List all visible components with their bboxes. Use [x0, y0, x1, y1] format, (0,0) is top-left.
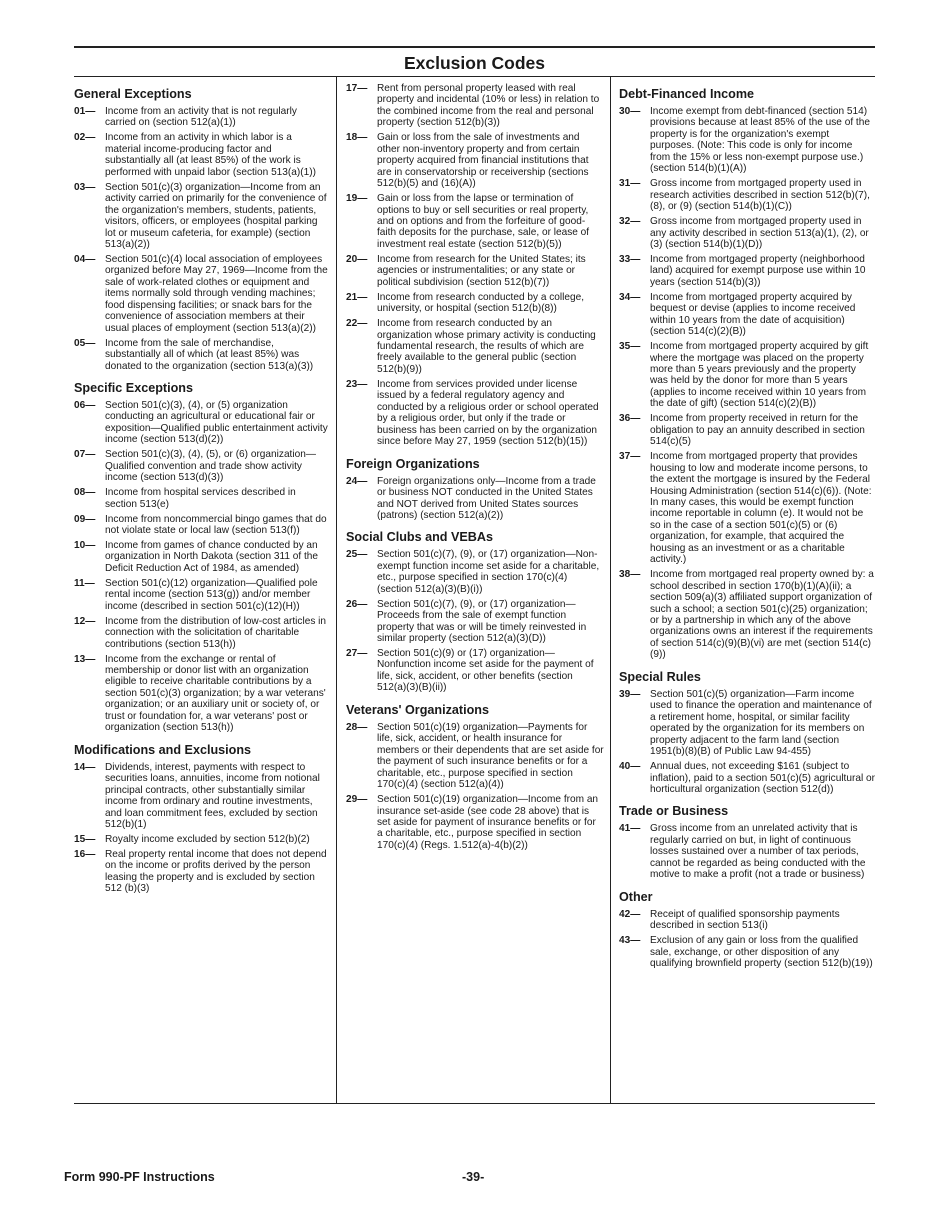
- exclusion-description: Section 501(c)(19) organization—Payments for life, sick, accident, or health insurance for members or their dependents that are set aside for the payment of such insurance benefits or for a charitable, etc., purpose specified in section 170(c)(4) (section 512(a)(4)): [377, 721, 604, 791]
- exclusion-code: 42—: [619, 908, 641, 920]
- exclusion-description: Gross income from mortgaged property used in any activity described in section 513(a)(1), (2), or (3) (section 514(b)(1)(D)): [650, 216, 869, 250]
- section-title: Trade or Business: [619, 804, 729, 819]
- section-title: Veterans' Organizations: [346, 702, 489, 717]
- exclusion-description: Section 501(c)(4) local association of employees organized before May 27, 1969—Income from the sale of work-related clothes or equipment and items normally sold through vending machines; food dispensing facilities; or snack bars for the convenience of association members at their usual places of employment (section 513(a)(2)): [105, 253, 328, 334]
- exclusion-code-entry: [74, 400, 328, 446]
- exclusion-description: Gain or loss from the lapse or termination of options to buy or sell securities or real property, and on options and from the forfeiture of good-faith deposits for the purchase, sale, or lease of investment real estate (section 512(b)(5)): [377, 193, 590, 250]
- exclusion-code-entry: [619, 451, 875, 566]
- section: [619, 804, 875, 880]
- exclusion-code: 08—: [74, 487, 96, 499]
- exclusion-code-entry: [74, 449, 328, 483]
- section: [619, 87, 875, 661]
- exclusion-code-entry: [74, 487, 328, 510]
- section: [74, 381, 328, 734]
- exclusion-code: 24—: [346, 475, 368, 487]
- section-title: Foreign Organizations: [346, 456, 480, 471]
- exclusion-code-entry: [346, 83, 604, 129]
- exclusion-code-entry: [346, 254, 604, 288]
- exclusion-code-entry: [346, 132, 604, 189]
- exclusion-description: Gross income from mortgaged property used in research activities described in section 512(b)(7), (8), or (9) (section 514(b)(1)(C)): [650, 178, 870, 213]
- exclusion-code: 27—: [346, 648, 368, 660]
- exclusion-description: Royalty income excluded by section 512(b)(2): [105, 833, 310, 845]
- column-3: [610, 77, 875, 1103]
- exclusion-code: 41—: [619, 823, 641, 835]
- exclusion-description: Income from the exchange or rental of membership or donor list with an organization eligible to receive charitable contributions by a section 501(c)(3) organization; by a war veterans' organization; or an auxiliary unit or society of, or trust or foundation for, a war veterans' post or organization (section 513(h)): [105, 653, 326, 734]
- exclusion-description: Income from research for the United States; its agencies or instrumentalities; or any state or political subdivision (section 512(b)(7)): [377, 253, 586, 288]
- exclusion-code: 39—: [619, 688, 641, 700]
- exclusion-code: 15—: [74, 833, 96, 845]
- exclusion-code-entry: [346, 722, 604, 791]
- exclusion-code: 04—: [74, 253, 96, 265]
- exclusion-description: Income from an activity in which labor is a material income-producing factor and substantially all (at least 85%) of the work is performed with unpaid labor (section 513(a)(1)): [105, 132, 316, 178]
- exclusion-description: Section 501(c)(3) organization—Income from an activity carried on primarily for the convenience of the organization's members, students, patients, visitors, officers, or employees (hospital parking lot or museum cafeteria, for example) (section 513(a)(2)): [105, 181, 327, 250]
- exclusion-code-entry: [346, 476, 604, 522]
- exclusion-code-entry: [346, 193, 604, 250]
- section: [74, 87, 328, 372]
- exclusion-code-entry: [346, 794, 604, 851]
- exclusion-code-entry: [346, 648, 604, 694]
- document-page: [74, 46, 875, 1104]
- exclusion-code: 03—: [74, 181, 96, 193]
- exclusion-code-entry: [346, 599, 604, 645]
- exclusion-code: 34—: [619, 291, 641, 303]
- exclusion-code: 14—: [74, 761, 96, 773]
- section-title: Social Clubs and VEBAs: [346, 530, 493, 545]
- exclusion-description: Income from an activity that is not regularly carried on (section 512(a)(1)): [105, 106, 297, 129]
- exclusion-code: 25—: [346, 549, 368, 561]
- exclusion-description: Income from the distribution of low-cost articles in connection with the solicitation of charitable contributions (section 513(h)): [105, 615, 327, 650]
- footer-page-number: -39-: [462, 1170, 485, 1184]
- section-title: Special Rules: [619, 669, 701, 684]
- exclusion-description: Income from mortgaged property (neighborhood land) acquired for exempt purpose use within 10 years (section 514(b)(3)): [650, 253, 866, 288]
- section-title: Specific Exceptions: [74, 380, 193, 395]
- section: [346, 703, 604, 851]
- page-title: Exclusion Codes: [403, 53, 545, 73]
- exclusion-code-entry: [346, 292, 604, 315]
- exclusion-description: Income from games of chance conducted by an organization in North Dakota (section 311 of the Deficit Reduction Act of 1984, as amended): [105, 539, 319, 574]
- exclusion-code-entry: [74, 654, 328, 734]
- exclusion-code: 16—: [74, 848, 96, 860]
- exclusion-code-entry: [74, 578, 328, 612]
- exclusion-code-entry: [74, 254, 328, 334]
- exclusion-code-entry: [619, 106, 875, 175]
- section: [346, 530, 604, 693]
- exclusion-code-entry: [74, 182, 328, 251]
- exclusion-code-entry: [619, 216, 875, 250]
- exclusion-code: 02—: [74, 132, 96, 144]
- exclusion-code-entry: [619, 254, 875, 288]
- exclusion-description: Section 501(c)(5) organization—Farm income used to finance the operation and maintenance of a retirement home, hospital, or similar facility operated by the organization for its members on property adjacent to the farm land (section 1951(b)(8)(B) of Public Law 94-455): [650, 688, 872, 758]
- exclusion-description: Section 501(c)(19) organization—Income from an insurance set-aside (see code 28 above) that is set aside for payment of insurance benefits or for a charitable, etc., purpose specified in section 170(c)(4) (Regs. 1.512(a)-4(b)(2)): [377, 794, 599, 851]
- exclusion-description: Income from research conducted by a college, university, or hospital (section 512(b)(8)): [377, 291, 585, 315]
- section: [619, 670, 875, 796]
- exclusion-description: Income from property received in return for the obligation to pay an annuity described in section 514(c)(5): [650, 413, 865, 448]
- exclusion-description: Gross income from an unrelated activity that is regularly carried on but, in light of continuous losses sustained over a number of tax periods, cannot be regarded as being conducted with the motive to make a profit (not a trade or business): [650, 823, 866, 881]
- exclusion-description: Section 501(c)(7), (9), or (17) organization—Proceeds from the sale of exempt function property that was or will be timely reinvested in similar property (section 512(a)(3)(D)): [377, 598, 587, 645]
- exclusion-description: Real property rental income that does not depend on the income or profits derived by the person leasing the property and is excluded by section 512 (b)(3): [105, 848, 327, 895]
- exclusion-code-entry: [619, 178, 875, 212]
- exclusion-description: Rent from personal property leased with real property and incidental (10% or less) in relation to the combined income from the real and personal property (section 512(b)(3)): [377, 83, 600, 129]
- exclusion-description: Income from research conducted by an organization whose primary activity is conducting fundamental research, the results of which are freely available to the general public (section 512(b)(9)): [377, 318, 596, 375]
- exclusion-code-entry: [74, 514, 328, 537]
- exclusion-code: 06—: [74, 399, 96, 411]
- exclusion-description: Income from the sale of merchandise, substantially all of which (at least 85%) was donated to the organization (section 513(a)(3)): [105, 337, 314, 372]
- exclusion-code: 10—: [74, 539, 96, 551]
- exclusion-code-entry: [619, 292, 875, 338]
- exclusion-code-entry: [74, 834, 328, 845]
- exclusion-code-entry: [619, 341, 875, 410]
- exclusion-code: 17—: [346, 83, 368, 94]
- exclusion-description: Section 501(c)(12) organization—Qualified pole rental income (section 513(g)) and/or member income (described in section 501(c)(12)(H)): [105, 577, 318, 612]
- exclusion-code-entry: [619, 761, 875, 795]
- exclusion-description: Income from mortgaged property acquired by gift where the mortgage was placed on the property more than 5 years previously and the property was held by the donor for more than 5 years (applies to income received within 10 years from the date of gift) (section 514(c)(2)(B)): [650, 341, 869, 410]
- exclusion-code-entry: [346, 318, 604, 375]
- exclusion-description: Dividends, interest, payments with respect to securities loans, annuities, income from notional principal contracts, other substantially similar income from ordinary and routine investments, and loan commitment fees, excluded by section 512(b)(1): [105, 761, 320, 830]
- exclusion-code-entry: [74, 616, 328, 650]
- exclusion-code: 01—: [74, 106, 96, 117]
- exclusion-code: 11—: [74, 577, 95, 589]
- exclusion-code-entry: [74, 106, 328, 129]
- column-1: [74, 77, 336, 1103]
- exclusion-description: Exclusion of any gain or loss from the qualified sale, exchange, or other disposition of any qualifying brownfield property (section 512(b)(19)): [650, 935, 873, 969]
- exclusion-code: 30—: [619, 106, 641, 117]
- exclusion-code: 35—: [619, 341, 641, 353]
- exclusion-code-entry: [619, 569, 875, 661]
- exclusion-code-entry: [74, 849, 328, 895]
- section-title: General Exceptions: [74, 87, 192, 101]
- exclusion-code: 18—: [346, 132, 368, 144]
- exclusion-code: 29—: [346, 794, 368, 806]
- section: [619, 890, 875, 970]
- exclusion-description: Receipt of qualified sponsorship payments described in section 513(i): [650, 908, 840, 932]
- exclusion-description: Foreign organizations only—Income from a trade or business NOT conducted in the United States and NOT derived from United States sources (patrons) (section 512(a)(2)): [377, 475, 596, 521]
- exclusion-code-entry: [619, 935, 875, 969]
- exclusion-code-entry: [346, 379, 604, 448]
- exclusion-code: 43—: [619, 935, 641, 947]
- exclusion-code: 32—: [619, 216, 641, 228]
- exclusion-code: 09—: [74, 513, 96, 525]
- footer-form-name: Form 990-PF Instructions: [64, 1170, 215, 1184]
- exclusion-description: Income from mortgaged property acquired by bequest or devise (applies to income received within 10 years from the date of acquisition) (section 514(c)(2)(B)): [650, 291, 856, 338]
- exclusion-code: 20—: [346, 253, 368, 265]
- section-title: Modifications and Exclusions: [74, 742, 252, 757]
- exclusion-description: Section 501(c)(9) or (17) organization—Nonfunction income set aside for the payment of life, sick, accident, or other benefits (section 512(a)(3)(B)(ii)): [377, 648, 594, 694]
- exclusion-code-entry: [619, 909, 875, 932]
- exclusion-code-entry: [74, 338, 328, 372]
- exclusion-code-entry: [619, 823, 875, 880]
- section-title: Debt-Financed Income: [619, 87, 755, 101]
- top-rule: [74, 46, 875, 48]
- exclusion-code: 19—: [346, 193, 368, 205]
- exclusion-description: Annual dues, not exceeding $161 (subject to inflation), paid to a section 501(c)(5) agricultural or horticultural organization (section 512(d)): [650, 761, 875, 795]
- section: [74, 743, 328, 895]
- exclusion-code-entry: [346, 549, 604, 595]
- exclusion-code: 23—: [346, 378, 368, 390]
- exclusion-code: 26—: [346, 598, 368, 610]
- exclusion-description: Income from mortgaged real property owned by: a school described in section 170(b)(1)(A)(ii); a section 509(a)(3) affiliated support organization of such a school; a section 501(c)(25) organization; or by a partnership in which any of the above organizations owns an interest if the requirements of section 514(c)(9)(B)(vi) are met (section 514(c)(9)): [650, 569, 874, 661]
- exclusion-code-entry: [74, 540, 328, 574]
- exclusion-code-entry: [619, 413, 875, 447]
- exclusion-description: Income from mortgaged property that provides housing to low and moderate income persons, to the extent the mortgage is insured by the Federal Housing Administration (section 514(c)(6)). (Note: In many cases, this would be exempt function income reportable in column (e). It would not be so in the case of a section 501(c)(5) or (6) organization, for example, that acquired the housing as an investment or as a charitable activity.): [650, 451, 872, 566]
- exclusion-description: Income exempt from debt-financed (section 514) provisions because at least 85% of the use of the property is for the organization's exempt purposes. (Note: This code is only for income from the 15% or less non-exempt purpose use.) (section 514(b)(1)(A)): [650, 106, 870, 175]
- exclusion-description: Income from noncommercial bingo games that do not violate state or local law (section 513(f)): [105, 513, 327, 536]
- exclusion-code: 07—: [74, 449, 96, 461]
- exclusion-code: 36—: [619, 413, 641, 425]
- exclusion-code: 33—: [619, 253, 641, 265]
- exclusion-code: 13—: [74, 653, 96, 665]
- column-2: [336, 77, 610, 1103]
- exclusion-code: 21—: [346, 291, 368, 303]
- exclusion-code-entry: [74, 132, 328, 178]
- exclusion-code: 38—: [619, 569, 641, 581]
- exclusion-description: Section 501(c)(7), (9), or (17) organization—Non-exempt function income set aside for a charitable, etc., purpose specified in section 170(c)(4) (section 512(a)(3)(B)(i)): [377, 549, 600, 595]
- section: [346, 457, 604, 522]
- exclusion-description: Section 501(c)(3), (4), (5), or (6) organization—Qualified convention and trade show activity income (section 513(d)(3)): [105, 449, 316, 484]
- exclusion-code-entry: [619, 689, 875, 758]
- exclusion-code: 31—: [619, 178, 641, 190]
- exclusion-code: 05—: [74, 337, 96, 349]
- section: [346, 83, 604, 448]
- columns-container: [74, 76, 875, 1104]
- exclusion-description: Section 501(c)(3), (4), or (5) organization conducting an agricultural or educational fair or exposition—Qualified public entertainment activity income (section 513(d)(2)): [105, 399, 328, 446]
- exclusion-description: Income from hospital services described in section 513(e): [105, 487, 296, 510]
- section-title: Other: [619, 889, 653, 904]
- exclusion-code: 37—: [619, 451, 641, 463]
- exclusion-description: Income from services provided under license issued by a federal regulatory agency and conducted by a religious order or school operated by a religious order, but only if the trade or business has been carried on by the organization since before May 27, 1959 (section 512(b)(15)): [377, 378, 599, 448]
- exclusion-code-entry: [74, 762, 328, 831]
- exclusion-code: 22—: [346, 318, 368, 330]
- exclusion-code: 28—: [346, 721, 368, 733]
- exclusion-description: Gain or loss from the sale of investments and other non-inventory property and from certain property acquired from financial institutions that are in conservatorship or receivership (sections 512(b)(5) and (16)(A)): [377, 132, 589, 190]
- exclusion-code: 12—: [74, 615, 96, 627]
- exclusion-code: 40—: [619, 761, 641, 773]
